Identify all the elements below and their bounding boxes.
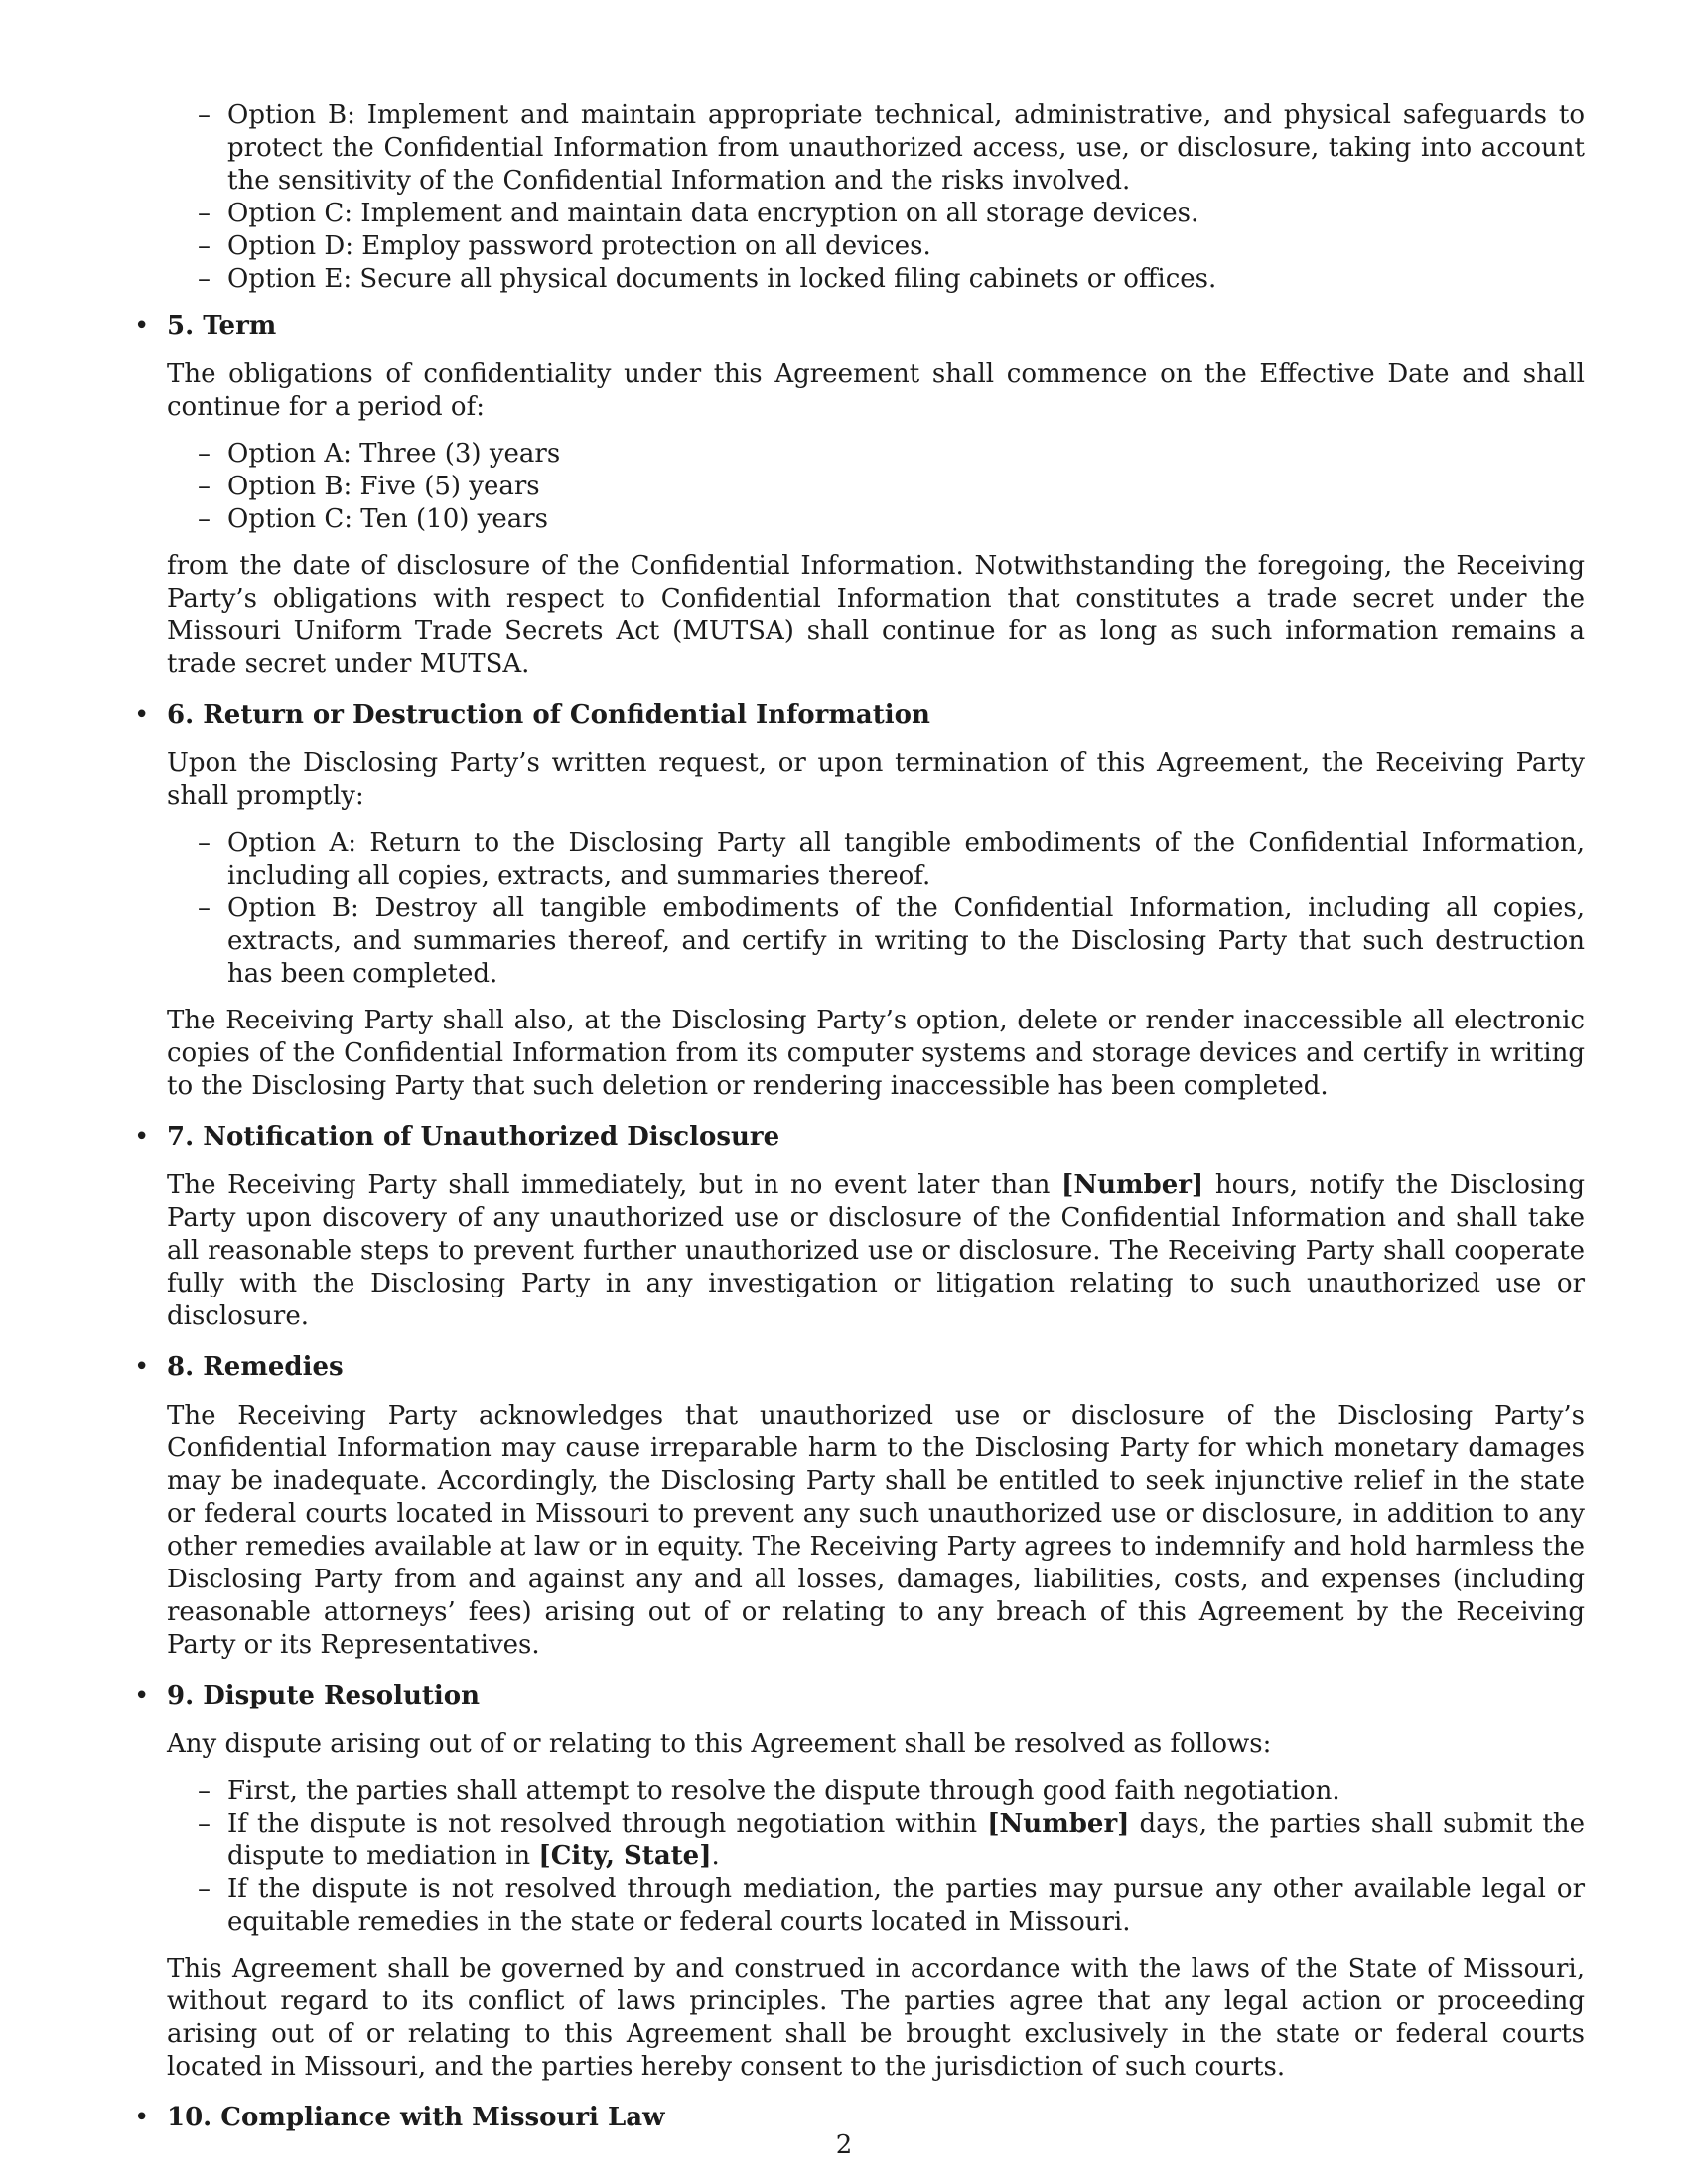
dash-marker: – <box>198 264 211 294</box>
list-item <box>167 892 1585 991</box>
section-body <box>167 1169 1585 1333</box>
list-item <box>167 1775 1585 1808</box>
section-outro: This Agreement shall be governed by and construed in accordance with the laws of the State of Missouri, without regard to its conflict of laws principles. The parties agree that any legal action or proceeding arising out of or relating to this Agreement shall be brought exclusively in the state or federal courts located in Missouri, and the parties hereby consent to the jurisdiction of such courts. <box>167 1954 1585 2082</box>
option-text: Option B: Five (5) years <box>227 472 540 501</box>
dash-marker: – <box>198 828 211 858</box>
section-title: 7. Notification of Unauthorized Disclosure <box>167 1122 780 1152</box>
dash-marker: – <box>198 1874 211 1904</box>
list-item <box>167 827 1585 892</box>
list-item <box>167 1873 1585 1939</box>
section-title: 10. Compliance with Missouri Law <box>167 2103 665 2132</box>
bullet-marker: • <box>134 1352 150 1382</box>
step-text: If the dispute is not resolved through negotiation within <box>227 1809 988 1839</box>
section-title: 6. Return or Destruction of Confidential Information <box>167 700 930 730</box>
dash-marker: – <box>198 100 211 130</box>
safeguard-options-list <box>167 99 1585 296</box>
term-options-list <box>167 438 1585 536</box>
return-options-list <box>167 827 1585 991</box>
page-number: 2 <box>835 2130 853 2160</box>
dash-marker: – <box>198 1776 211 1806</box>
step-text: First, the parties shall attempt to resolve the dispute through good faith negotiation. <box>227 1776 1340 1806</box>
dash-marker: – <box>198 199 211 228</box>
section-heading <box>134 310 1585 342</box>
section-heading <box>134 1121 1585 1154</box>
document-content <box>134 99 1585 2150</box>
section-heading <box>134 699 1585 732</box>
step-text: . <box>711 1842 720 1871</box>
section-heading <box>134 1680 1585 1712</box>
list-item <box>167 471 1585 503</box>
section-notification <box>134 1121 1585 1333</box>
step-text: days, the parties shall submit the dispute to mediation in <box>227 1809 1585 1871</box>
option-text: Option C: Implement and maintain data encryption on all storage devices. <box>227 199 1199 228</box>
option-text: Option B: Destroy all tangible embodiments of the Confidential Information, including all copies, extracts, and summaries thereof, and certify in writing to the Disclosing Party that such destruction has been completed. <box>227 893 1585 989</box>
section-body: The Receiving Party acknowledges that unauthorized use or disclosure of the Disclosing Party’s Confidential Information may cause irreparable harm to the Disclosing Party for which monetary damages may be inadequate. Accordingly, the Disclosing Party shall be entitled to seek injunctive relief in the state or federal courts located in Missouri to prevent any such unauthorized use or disclosure, in addition to any other remedies available at law or in equity. The Receiving Party agrees to indemnify and hold harmless the Disclosing Party from and against any and all losses, damages, liabilities, costs, and expenses (including reasonable attorneys’ fees) arising out of or relating to any breach of this Agreement by the Receiving Party or its Representatives. <box>167 1401 1585 1660</box>
dash-marker: – <box>198 472 211 501</box>
option-text: Option A: Three (3) years <box>227 439 561 469</box>
body-text: The Receiving Party shall immediately, but in no event later than <box>167 1170 1062 1200</box>
dash-marker: – <box>198 439 211 469</box>
section-term <box>134 310 1585 681</box>
list-item <box>167 1808 1585 1873</box>
section-heading <box>134 1351 1585 1384</box>
dispute-steps-list <box>167 1775 1585 1939</box>
list-item <box>167 503 1585 536</box>
list-item <box>167 263 1585 296</box>
section-remedies <box>134 1351 1585 1662</box>
step-text: If the dispute is not resolved through mediation, the parties may pursue any other available legal or equitable remedies in the state or federal courts located in Missouri. <box>227 1874 1585 1937</box>
section-intro: Upon the Disclosing Party’s written request, or upon termination of this Agreement, the Receiving Party shall promptly: <box>167 749 1585 811</box>
option-text: Option C: Ten (10) years <box>227 504 549 534</box>
bullet-marker: • <box>134 700 150 730</box>
section-outro: The Receiving Party shall also, at the Disclosing Party’s option, delete or render inaccessible all electronic copies of the Confidential Information from its computer systems and storage devices and certify in writing to the Disclosing Party that such deletion or rendering inaccessible has been completed. <box>167 1006 1585 1101</box>
section-title: 9. Dispute Resolution <box>167 1681 480 1710</box>
section-intro: Any dispute arising out of or relating to this Agreement shall be resolved as follows: <box>167 1729 1272 1759</box>
section-title: 8. Remedies <box>167 1352 344 1382</box>
bullet-marker: • <box>134 2103 150 2132</box>
option-text: Option D: Employ password protection on all devices. <box>227 231 931 261</box>
dash-marker: – <box>198 1809 211 1839</box>
city-state-placeholder: [City, State] <box>538 1842 712 1871</box>
body-text: hours, notify the Disclosing Party upon discovery of any unauthorized use or disclosure of the Confidential Information and shall take all reasonable steps to prevent further unauthorized use or disclosure. The Receiving Party shall cooperate fully with the Disclosing Party in any investigation or litigation relating to such unauthorized use or disclosure. <box>167 1170 1585 1331</box>
section-outro: from the date of disclosure of the Confidential Information. Notwithstanding the foregoing, the Receiving Party’s obligations with respect to Confidential Information that constitutes a trade secret under the Missouri Uniform Trade Secrets Act (MUTSA) shall continue for as long as such information remains a trade secret under MUTSA. <box>167 551 1585 679</box>
list-item <box>167 198 1585 230</box>
dash-marker: – <box>198 504 211 534</box>
number-placeholder: [Number] <box>987 1809 1130 1839</box>
section-title: 5. Term <box>167 311 277 341</box>
number-placeholder: [Number] <box>1061 1170 1204 1200</box>
section-intro: The obligations of confidentiality under this Agreement shall commence on the Effective Date and shall continue for a period of: <box>167 359 1585 422</box>
section-return-destruction <box>134 699 1585 1103</box>
dash-marker: – <box>198 893 211 923</box>
option-text: Option B: Implement and maintain appropriate technical, administrative, and physical safeguards to protect the Confidential Information from unauthorized access, use, or disclosure, taking into account the sensitivity of the Confidential Information and the risks involved. <box>227 100 1585 196</box>
option-text: Option E: Secure all physical documents in locked filing cabinets or offices. <box>227 264 1217 294</box>
section-dispute-resolution <box>134 1680 1585 2084</box>
option-text: Option A: Return to the Disclosing Party all tangible embodiments of the Confidential Information, including all copies, extracts, and summaries thereof. <box>227 828 1585 890</box>
dash-marker: – <box>198 231 211 261</box>
bullet-marker: • <box>134 1122 150 1152</box>
bullet-marker: • <box>134 1681 150 1710</box>
list-item <box>167 99 1585 198</box>
bullet-marker: • <box>134 311 150 341</box>
list-item <box>167 438 1585 471</box>
list-item <box>167 230 1585 263</box>
